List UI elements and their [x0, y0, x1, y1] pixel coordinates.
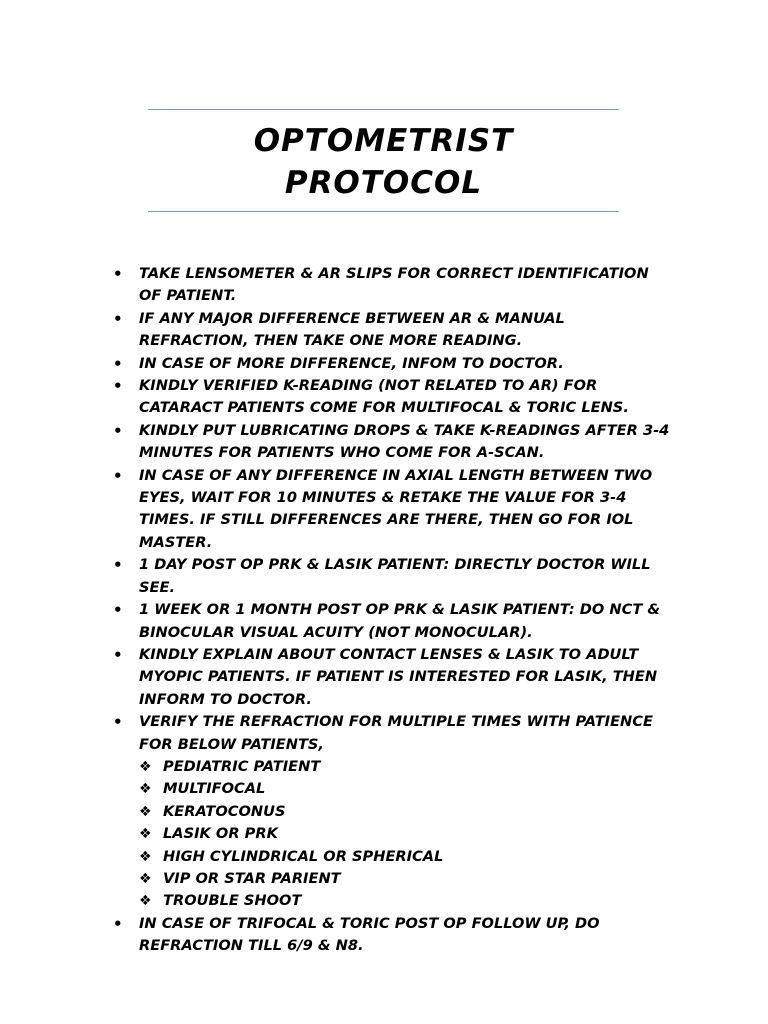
sub-list-item — [139, 846, 670, 868]
list-item — [110, 711, 670, 913]
list-item — [110, 375, 670, 420]
diamond-bullet-icon: ❖ — [139, 893, 152, 910]
sub-list-item — [139, 801, 670, 823]
list-item-text: TAKE LENSOMETER & AR SLIPS FOR CORRECT IDENTIFICATION OF PATIENT. — [139, 265, 649, 305]
protocol-list — [110, 263, 670, 958]
list-item-text: KINDLY EXPLAIN ABOUT CONTACT LENSES & LASIK TO ADULT MYOPIC PATIENTS. IF PATIENT IS INTERESTED FOR LASIK, THEN INFORM TO DOCTOR. — [139, 645, 658, 708]
diamond-bullet-icon: ❖ — [139, 803, 152, 820]
list-item-text: IN CASE OF ANY DIFFERENCE IN AXIAL LENGTH BETWEEN TWO EYES, WAIT FOR 10 MINUTES & RETAKE THE VALUE FOR 3-4 TIMES. IF STILL DIFFERENCES ARE THERE, THEN GO FOR IOL MASTER. — [139, 466, 653, 551]
bullet-icon: • — [113, 556, 123, 575]
diamond-bullet-icon: ❖ — [139, 870, 152, 887]
diamond-bullet-icon: ❖ — [139, 758, 152, 775]
bullet-icon: • — [113, 377, 123, 396]
sub-list-item-text: KERATOCONUS — [163, 802, 286, 820]
list-item-text: IN CASE OF TRIFOCAL & TORIC POST OP FOLLOW UP, DO REFRACTION TILL 6/9 & N8. — [139, 914, 600, 955]
sub-list-item — [139, 756, 670, 778]
title-bottom-rule — [148, 211, 619, 212]
sub-list-item-text: LASIK OR PRK — [163, 825, 278, 843]
sub-list-item-text: HIGH CYLINDRICAL OR SPHERICAL — [163, 847, 444, 865]
bullet-icon: • — [113, 601, 123, 620]
bullet-icon: • — [113, 265, 123, 283]
diamond-bullet-icon: ❖ — [139, 781, 152, 798]
title-line-2: PROTOCOL — [284, 165, 483, 201]
list-item — [110, 554, 670, 599]
sub-list-item — [139, 778, 670, 800]
bullet-icon: • — [113, 421, 123, 440]
bullet-icon: • — [113, 466, 123, 485]
sub-list-item-text: MULTIFOCAL — [163, 780, 266, 798]
sub-list-item-text: VIP OR STAR PARIENT — [163, 869, 341, 887]
bullet-icon: • — [113, 309, 123, 328]
list-item-text: 1 DAY POST OP PRK & LASIK PATIENT: DIRECTLY DOCTOR WILL SEE. — [139, 556, 651, 596]
list-item — [110, 644, 670, 711]
list-item — [110, 308, 670, 353]
sub-list-item — [139, 890, 670, 912]
diamond-bullet-icon: ❖ — [139, 848, 152, 865]
list-item — [110, 420, 670, 465]
page-title — [148, 120, 619, 204]
list-item — [110, 599, 670, 644]
list-item-text: 1 WEEK OR 1 MONTH POST OP PRK & LASIK PATIENT: DO NCT & BINOCULAR VISUAL ACUITY (NOT MONOCULAR). — [139, 601, 661, 641]
sub-list-item — [139, 823, 670, 845]
bullet-icon: • — [113, 713, 123, 732]
sub-list-item-text: TROUBLE SHOOT — [163, 892, 302, 910]
bullet-icon: • — [113, 914, 123, 933]
bullet-icon: • — [113, 354, 123, 373]
sub-list-item-text: PEDIATRIC PATIENT — [163, 757, 321, 775]
list-item-text: KINDLY VERIFIED K-READING (NOT RELATED TO AR) FOR CATARACT PATIENTS COME FOR MULTIFOCAL & TORIC LENS. — [139, 377, 629, 417]
diamond-bullet-icon: ❖ — [139, 826, 152, 843]
title-top-rule — [148, 109, 619, 110]
list-item — [110, 353, 670, 375]
list-item-text: VERIFY THE REFRACTION FOR MULTIPLE TIMES WITH PATIENCE FOR BELOW PATIENTS, — [139, 713, 653, 753]
bullet-icon: • — [113, 645, 123, 664]
sub-list-item — [139, 868, 670, 890]
list-item-text: IN CASE OF MORE DIFFERENCE, INFOM TO DOCTOR. — [139, 354, 564, 372]
list-item — [110, 263, 670, 308]
list-item-text: KINDLY PUT LUBRICATING DROPS & TAKE K-READINGS AFTER 3-4 MINUTES FOR PATIENTS WHO COME FOR A-SCAN. — [139, 421, 670, 462]
list-item — [110, 465, 670, 555]
list-item — [110, 913, 670, 958]
title-line-1: OPTOMETRIST — [253, 123, 514, 159]
list-item-text: IF ANY MAJOR DIFFERENCE BETWEEN AR & MANUAL REFRACTION, THEN TAKE ONE MORE READING. — [139, 309, 565, 350]
patient-type-sublist — [139, 756, 670, 913]
